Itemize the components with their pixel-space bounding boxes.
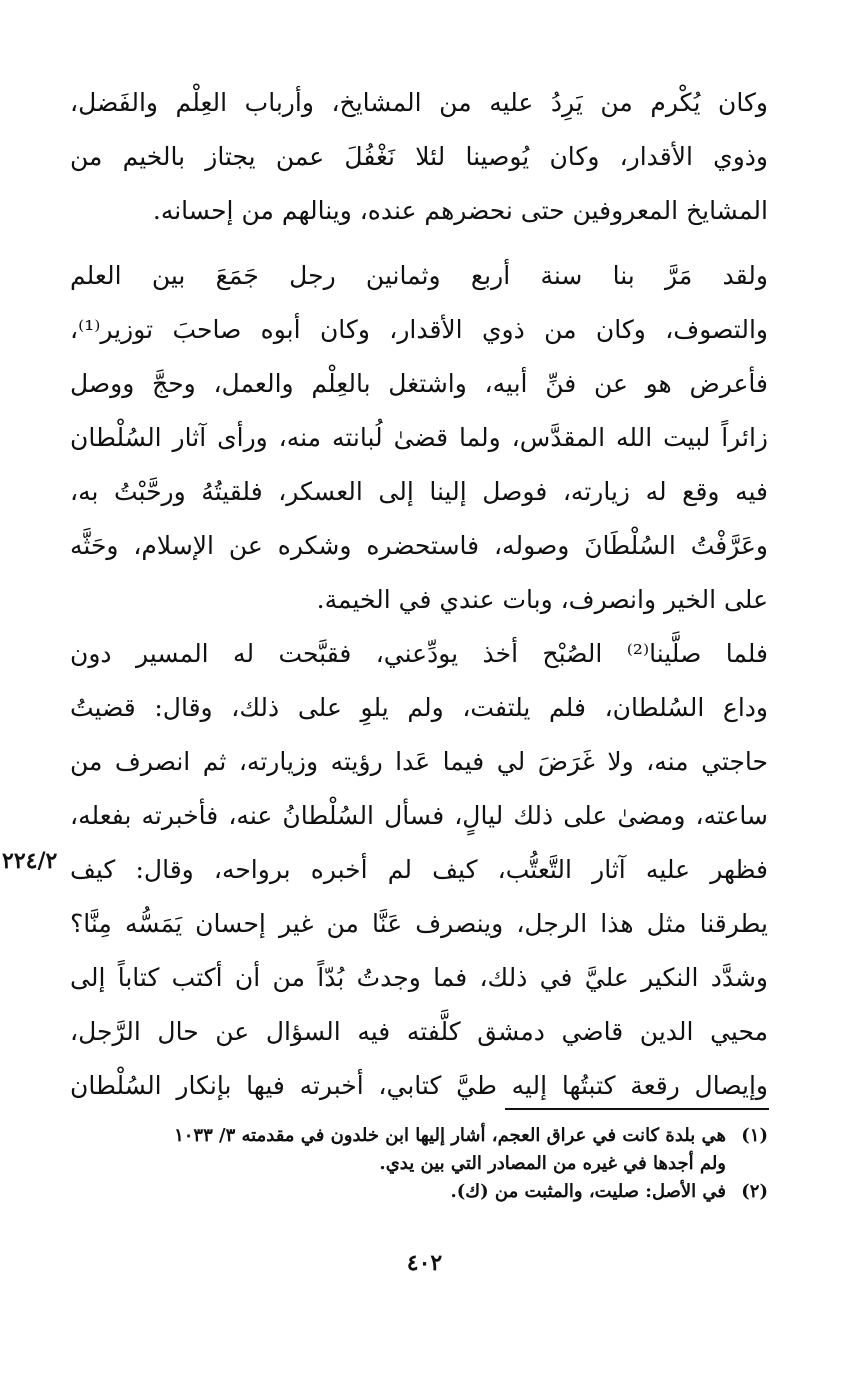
footnotes [72,1122,768,1206]
footnote-text [72,1122,726,1178]
text-line: فظهر عليه آثار التَّعتُّب، كيف لم أخبره برواحه، وقال: كيف [70,855,768,884]
footnote-number: (٢) [741,1181,768,1202]
text-line: ولقد مَرَّ بنا سنة أربع وثمانين رجل جَمَعَ بين العلم [70,261,768,290]
footnote-1 [72,1122,768,1178]
footnote-2 [72,1178,768,1206]
page-number: ٤٠٢ [406,1250,443,1276]
footnote-text [72,1178,726,1206]
text-line: وكان يُكْرم من يَرِدُ عليه من المشايخ، وأرباب العِلْم والفَضل، [70,88,768,117]
text-line: وشدَّد النكير عليَّ في ذلك، فما وجدتُ بُدّاً من أن أكتب كتاباً إلى [70,963,768,992]
text-line: زائراً لبيت الله المقدَّس، ولما قضىٰ لُبانته منه، ورأى آثار السُلْطان [70,423,768,452]
footnote-line: في الأصل: صليت، والمثبت من (ك). [450,1181,726,1202]
text-line: حاجتي منه، ولا غَرَضَ لي فيما عَدا رؤيته وزيارته، ثم انصرف من [70,747,768,776]
text-line: والتصوف، وكان من ذوي الأقدار، وكان أبوه صاحبَ توزير⁽¹⁾، [70,315,768,344]
text-line: وداع السُلطان، فلم يلتفت، ولم يلوِ على ذلك، وقال: قضيتُ [70,693,768,722]
text-line: فيه وقع له زيارته، فوصل إلينا إلى العسكر، فلقيتُهُ ورحَّبْتُ به، [70,477,768,506]
text-line: المشايخ المعروفين حتى نحضرهم عنده، وينالهم من إحسانه. [152,196,768,225]
footnote-separator [505,1108,769,1110]
footnote-number: (١) [741,1125,768,1146]
text-line: وذوي الأقدار، وكان يُوصينا لئلا نَغْفُلَ عمن يجتاز بالخيم من [70,142,768,171]
text-line: على الخير وانصرف، وبات عندي في الخيمة. [316,585,768,614]
text-line: ساعته، ومضىٰ على ذلك ليالٍ، فسأل السُلْطانُ عنه، فأخبرته بفعله، [70,801,768,830]
margin-page-reference: ٢٢٤/٢ [2,848,58,874]
text-line: وعَرَّفْتُ السُلْطَانَ وصوله، فاستحضره وشكره عن الإسلام، وحَثَّه [70,531,768,560]
paragraph-3 [70,627,768,1113]
text-line: فلما صلَّينا⁽²⁾ الصُبْح أخذ يودِّعني، فقبَّحت له المسير دون [70,639,768,668]
text-line: محيي الدين قاضي دمشق كلَّفته فيه السؤال عن حال الرَّجل، [70,1017,768,1046]
text-line: فأعرض هو عن فنِّ أبيه، واشتغل بالعِلْم والعمل، وحجَّ ووصل [70,369,768,398]
text-line: يطرقنا مثل هذا الرجل، وينصرف عَنَّا من غير إحسان يَمَسُّه مِنَّا؟ [70,909,768,938]
text-line: وإيصال رقعة كتبتُها إليه طيَّ كتابي، أخبرته فيها بإنكار السُلْطان [70,1071,768,1100]
footnote-line: ولم أجدها في غيره من المصادر التي بين يدي. [379,1153,726,1174]
paragraph-2 [70,249,768,627]
paragraph-1 [70,76,768,238]
footnote-line: هي بلدة كانت في عراق العجم، أشار إليها ابن خلدون في مقدمته ٣/ ١٠٣٣ [174,1125,726,1146]
